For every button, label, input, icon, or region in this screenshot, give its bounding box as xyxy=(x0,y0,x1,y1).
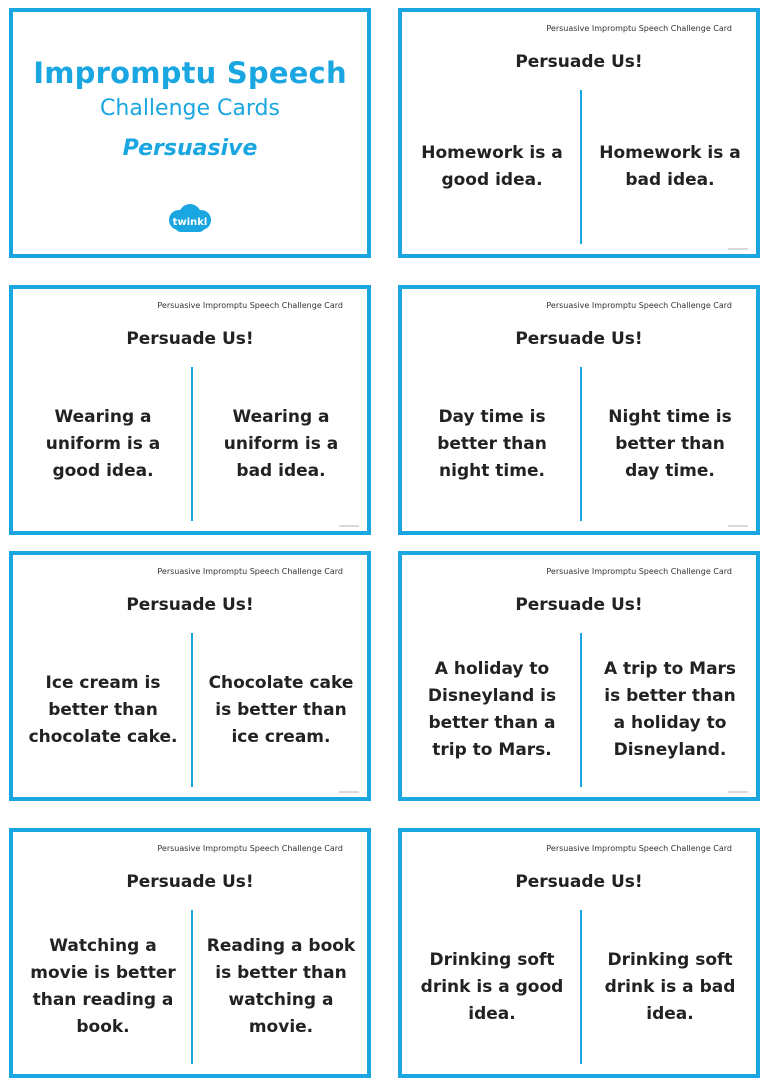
statement-line: better than a xyxy=(428,713,556,733)
statement-line: better than xyxy=(48,699,158,720)
statement-line: is better than xyxy=(604,686,736,706)
statement-line: Homework is a xyxy=(421,143,563,163)
card-title: Persuade Us! xyxy=(126,872,254,892)
statement-line: is better than xyxy=(215,963,347,983)
statement-line: Chocolate cake xyxy=(208,672,354,693)
card-left-statement xyxy=(19,633,187,787)
card-left-statement xyxy=(408,910,576,1064)
statement-line: A holiday to xyxy=(434,659,550,679)
statement-line: book. xyxy=(76,1017,130,1037)
card-title: Persuade Us! xyxy=(515,872,643,892)
card-footer-mark xyxy=(728,791,748,793)
twinkl-logo-icon xyxy=(165,202,215,236)
card-divider xyxy=(191,910,193,1064)
statement-line: bad idea. xyxy=(625,170,715,190)
card-title: Persuade Us! xyxy=(515,329,643,349)
statement-line: Wearing a xyxy=(232,406,330,427)
card-header: Persuasive Impromptu Speech Challenge Card xyxy=(157,301,343,310)
card-right-statement xyxy=(586,367,754,521)
title-card xyxy=(9,8,371,258)
challenge-card xyxy=(398,285,760,535)
card-header: Persuasive Impromptu Speech Challenge Card xyxy=(546,844,732,853)
card-footer-mark xyxy=(728,248,748,250)
challenge-card xyxy=(9,285,371,535)
card-divider xyxy=(191,633,193,787)
title-card-subtitle: Challenge Cards xyxy=(100,96,280,121)
card-left-statement xyxy=(408,90,576,244)
card-title: Persuade Us! xyxy=(126,595,254,615)
title-card-type: Persuasive xyxy=(122,136,258,161)
card-header: Persuasive Impromptu Speech Challenge Card xyxy=(157,844,343,853)
statement-line: better than xyxy=(615,433,725,454)
title-card-title: Impromptu Speech xyxy=(33,56,347,90)
statement-line: uniform is a xyxy=(45,433,161,454)
statement-line: Homework is a xyxy=(599,143,741,163)
logo-text: twinkl xyxy=(172,217,208,228)
card-left-statement xyxy=(19,367,187,521)
statement-line: better than xyxy=(437,433,547,454)
card-footer-mark xyxy=(728,525,748,527)
statement-line: idea. xyxy=(646,1003,694,1024)
challenge-card xyxy=(398,828,760,1078)
card-right-statement xyxy=(197,910,365,1064)
statement-line: Watching a xyxy=(49,936,157,956)
statement-line: Day time is xyxy=(438,406,546,427)
statement-line: ice cream. xyxy=(231,726,331,747)
challenge-card xyxy=(398,551,760,801)
statement-line: trip to Mars. xyxy=(432,740,552,760)
card-title: Persuade Us! xyxy=(126,329,254,349)
card-left-statement xyxy=(408,633,576,787)
card-divider xyxy=(580,90,582,244)
statement-line: Ice cream is xyxy=(45,672,161,693)
card-header: Persuasive Impromptu Speech Challenge Card xyxy=(546,24,732,33)
statement-line: Disneyland. xyxy=(613,740,727,760)
statement-line: is better than xyxy=(215,699,347,720)
statement-line: than reading a xyxy=(32,990,174,1010)
statement-line: A trip to Mars xyxy=(603,659,737,679)
card-right-statement xyxy=(586,90,754,244)
card-right-statement xyxy=(586,910,754,1064)
statement-line: drink is a good xyxy=(420,976,564,997)
card-right-statement xyxy=(586,633,754,787)
card-footer-mark xyxy=(339,525,359,527)
card-divider xyxy=(580,633,582,787)
card-divider xyxy=(580,367,582,521)
statement-line: watching a xyxy=(228,990,334,1010)
challenge-card xyxy=(9,551,371,801)
statement-line: good idea. xyxy=(441,170,543,190)
statement-line: Night time is xyxy=(608,406,732,427)
statement-line: Drinking soft xyxy=(607,949,733,970)
statement-line: Disneyland is xyxy=(427,686,557,706)
statement-line: bad idea. xyxy=(236,460,326,481)
card-divider xyxy=(580,910,582,1064)
card-header: Persuasive Impromptu Speech Challenge Card xyxy=(546,567,732,576)
card-left-statement xyxy=(408,367,576,521)
statement-line: chocolate cake. xyxy=(28,726,178,747)
statement-line: idea. xyxy=(468,1003,516,1024)
card-right-statement xyxy=(197,633,365,787)
card-right-statement xyxy=(197,367,365,521)
card-left-statement xyxy=(19,910,187,1064)
statement-line: movie. xyxy=(248,1017,314,1037)
card-footer-mark xyxy=(339,791,359,793)
statement-line: Wearing a xyxy=(54,406,152,427)
statement-line: good idea. xyxy=(52,460,154,481)
statement-line: drink is a bad xyxy=(604,976,736,997)
statement-line: Reading a book xyxy=(206,936,356,956)
card-header: Persuasive Impromptu Speech Challenge Card xyxy=(157,567,343,576)
card-title: Persuade Us! xyxy=(515,595,643,615)
statement-line: night time. xyxy=(439,460,545,481)
challenge-card xyxy=(398,8,760,258)
statement-line: movie is better xyxy=(30,963,176,983)
statement-line: uniform is a xyxy=(223,433,339,454)
statement-line: a holiday to xyxy=(613,713,727,733)
card-header: Persuasive Impromptu Speech Challenge Card xyxy=(546,301,732,310)
card-title: Persuade Us! xyxy=(515,52,643,72)
statement-line: Drinking soft xyxy=(429,949,555,970)
card-divider xyxy=(191,367,193,521)
challenge-card xyxy=(9,828,371,1078)
statement-line: day time. xyxy=(625,460,715,481)
